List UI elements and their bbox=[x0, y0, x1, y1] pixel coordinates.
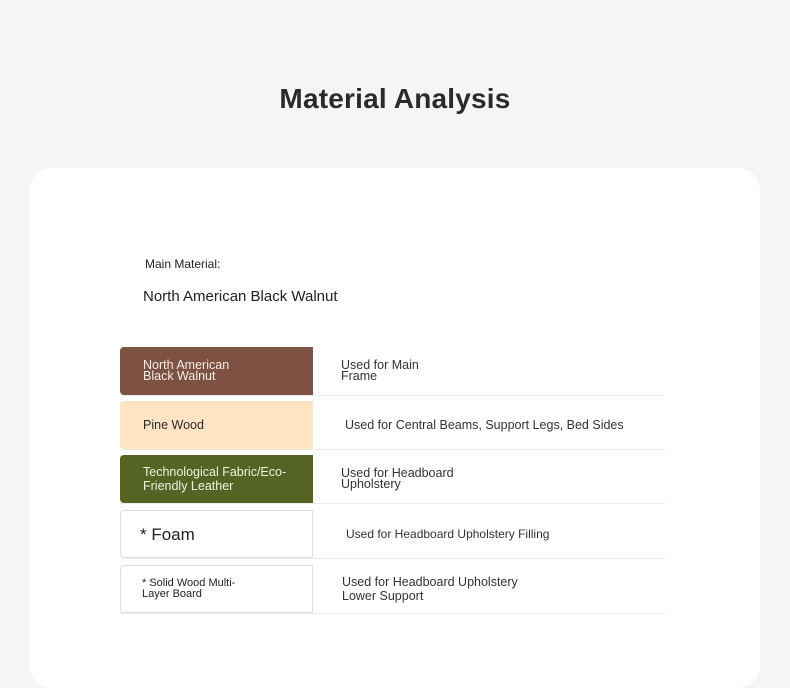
material-row-pine-wood bbox=[120, 401, 665, 450]
material-name: * Solid Wood Multi-Layer Board bbox=[142, 577, 236, 600]
material-swatch-black-walnut bbox=[120, 347, 313, 395]
main-material-value: North American Black Walnut bbox=[143, 288, 338, 305]
material-name: North American Black Walnut bbox=[143, 358, 230, 383]
material-swatch-foam bbox=[120, 510, 313, 558]
material-name: Pine Wood bbox=[143, 417, 204, 432]
material-name: Technological Fabric/Eco-Friendly Leather bbox=[143, 465, 287, 493]
material-row-foam bbox=[120, 510, 665, 559]
page-title: Material Analysis bbox=[279, 82, 511, 114]
main-material-label: Main Material: bbox=[145, 257, 221, 271]
material-usage: Used for Headboard Upholstery bbox=[341, 466, 454, 491]
material-usage: Used for Central Beams, Support Legs, Bed Sides bbox=[345, 417, 624, 432]
material-swatch-technological-fabric bbox=[120, 455, 313, 503]
material-row-black-walnut bbox=[120, 347, 665, 396]
material-name: * Foam bbox=[140, 524, 195, 544]
material-swatch-multi-layer-board bbox=[120, 565, 313, 613]
material-row-multi-layer-board bbox=[120, 565, 665, 614]
material-usage: Used for Main Frame bbox=[341, 358, 419, 383]
material-row-technological-fabric bbox=[120, 455, 665, 504]
material-usage: Used for Headboard Upholstery Filling bbox=[346, 526, 550, 541]
material-usage: Used for Headboard Upholstery Lower Support bbox=[342, 575, 518, 603]
material-swatch-pine-wood bbox=[120, 401, 313, 449]
